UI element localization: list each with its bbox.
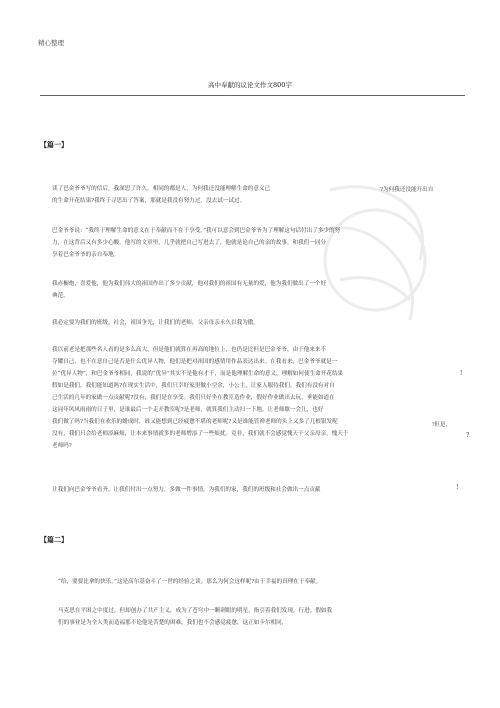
section1-paragraph-4 [52, 317, 259, 329]
text-line: 没有，我们只会给老师添麻烦，让本来事情就多的老师增添了一些烦扰。竟非，我们就不会感觉愧天于父亲母亲，愧天于 [52, 431, 349, 437]
margin-mark: ! [460, 370, 463, 377]
margin-note: ?为何我还没能开出自 [380, 187, 434, 193]
margin-mark: ! [456, 484, 459, 491]
section1-paragraph-5 [52, 344, 348, 452]
text-line: 我们做了吗?当我们在欢乐的蜡成时，谁又能想到已经疲惫不堪的老师呢?又是谁能管禅老师的头上又多了几根银发呢 [52, 419, 338, 425]
header-note: 精心整理 [38, 39, 64, 47]
margin-note: !但是， [432, 422, 452, 428]
text-line: 的生命开花结果?我终于寻思出了答案，那就是我没有努力过，没去试一试过。 [52, 198, 246, 204]
section2-paragraph-2 [58, 605, 332, 629]
text-line: 马克思在平困之中度过，但却创办了共产主义，成为了苍穹中一颗刺眼的明星，指引着我们发现，行进。假如我 [58, 608, 333, 614]
section-heading-2: 【篇二】 [40, 535, 68, 544]
text-line: 这同年风风雨雨的日子里，是谁最后一个走开教室呢?是老师，就算我们主动扫一下地，让老师歇一会儿，也好 [52, 407, 324, 413]
text-line: 夺耀自己，也不在意自己是否是什么优异人物，他们是把对祖国的感情用作品表达出来。在我看来，巴金爷爷就是一 [52, 359, 338, 365]
section1-paragraph-3 [52, 278, 326, 302]
document-title: 高中奉献的议论文作文800字 [208, 81, 292, 89]
text-line: 我以前老是把那些名人看的是多么高大，但是他们就算在再高的地位上，也仍是比但是巴金爷爷，由于他来来不 [52, 347, 327, 353]
text-line: 我赤橱炮，喜爱他，他为我们伟大的祖国作出了多少贡献，他对我们的祖国有无量的爱，他为我们做出了一个好 [52, 281, 327, 287]
text-line: 典范。 [52, 293, 69, 299]
title-divider [40, 95, 465, 96]
text-line: 位“优异人物”，和巴金爷爷相同，我说的“优异”其实不是他有才干，而是他理解生命的意义，理解如何使生命开花结果 [52, 371, 344, 377]
text-line: 老师吗? [52, 443, 72, 449]
text-line: 己生活的几年的家做一点贡献呢?没有，我们是在享受。我们只好坐在教室造作业，假好作业做出去玩，垂能如道在 [52, 395, 335, 401]
text-line: 假如是我们，我们能知道吗?在现实生活中，我们只幸好家里做小空余，小公主，让家人服侍我们，我们有没有对自 [52, 383, 335, 389]
section2-paragraph-1 [58, 576, 321, 588]
section1-paragraph-6 [52, 484, 321, 496]
text-line: 读了巴金爷爷写的信后，我深思了许久。相同的都是人，为何我还没能理解生命的意义已 [52, 186, 271, 192]
text-line: 让我们向巴金爷爷看齐，让我们付出一点努力，多做一件事情，为我们的家，我们的班级和社会做出一点贡献 [52, 487, 321, 493]
text-line: 享着巴金爷爷的亲自奉地。 [52, 252, 120, 258]
section1-paragraph-1 [52, 183, 270, 207]
section1-paragraph-2 [52, 225, 340, 261]
text-line: 力，在这背后又有多少心酸，他写的文章里，几乎就把自己写进去了，他就是论自己的亲的故事，和我们一同分 [52, 240, 327, 246]
text-line: 巴金爷爷说：“我终于理解生命的意义在于奉献而不在于享受。”我可以意会到巴金爷爷为了理解这句话付出了多少的努 [52, 228, 341, 234]
text-line: 们的事业是为全人类而造福那不论他是苦楚的困难，我们也不会感觉疲惫，这正如卡尔相同， [58, 620, 288, 626]
text-line: 我必定要为我们的班级，社会，祖国争光，让我们的老师，父亲母亲永久以我为傲。 [52, 320, 259, 326]
section-heading-1: 【篇一】 [40, 140, 68, 149]
margin-mark: ? [466, 432, 470, 439]
text-line: “给，要要比拿的快乐。”这是高尔基奋斗了一世的经验之谈。那么为何会这样呢?由于幸福的真理在于奉献。 [58, 579, 322, 585]
